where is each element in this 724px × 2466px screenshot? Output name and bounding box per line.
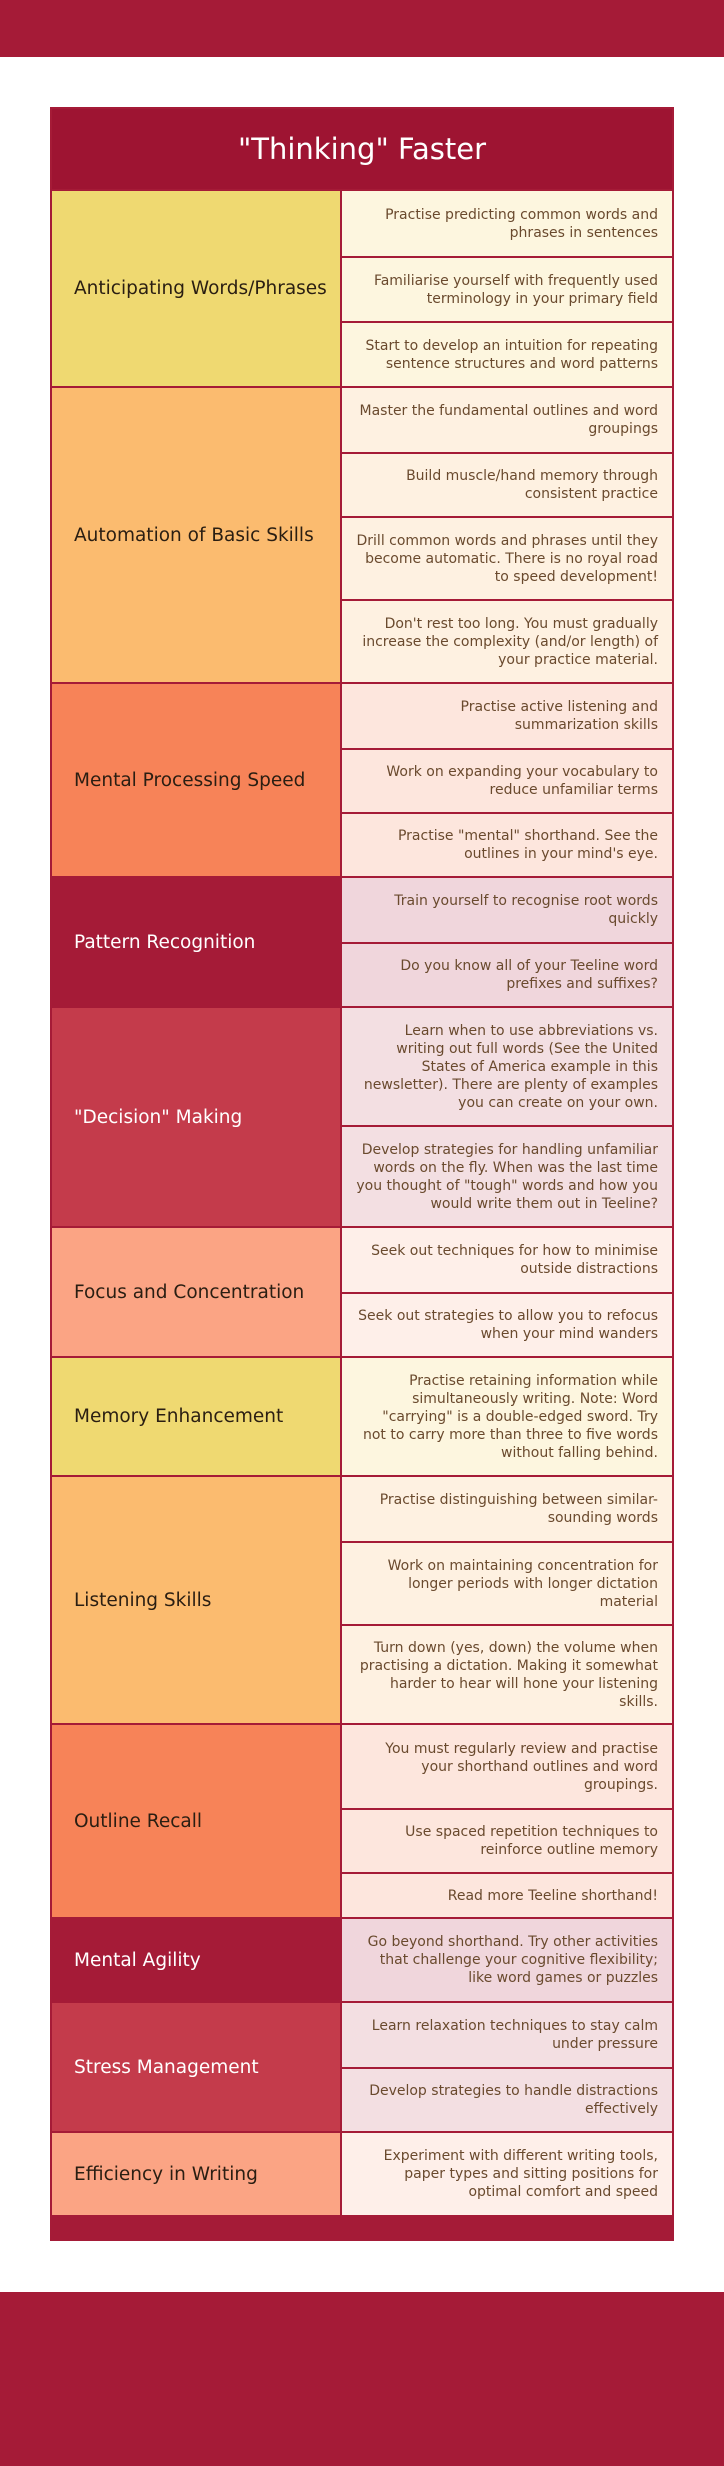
tip-item: Learn when to use abbreviations vs. writing out full words (See the United States of America example in this newsletter). There are plenty of examples you can create on your own. [363,1022,658,1111]
tip-item: Work on expanding your vocabulary to reduce unfamiliar terms [342,748,672,812]
section-outline-recall [52,1723,672,1917]
tip-item: Learn relaxation techniques to stay calm under pressure [371,2018,658,2052]
tip-item: Don't rest too long. You must gradually increase the complexity (and/or length) of your practice material. [342,599,672,682]
tip-item: Familiarise yourself with frequently used terminology in your primary field [342,256,672,321]
tip-item: You must regularly review and practise your shorthand outlines and word groupings. [385,1740,658,1793]
bottom-banner [0,2292,724,2466]
tip-item: Work on maintaining concentration for longer periods with longer dictation material [342,1541,672,1624]
tip-item: Go beyond shorthand. Try other activities that challenge your cognitive flexibility; like word games or puzzles [367,1934,658,1986]
tip-item: Practise "mental" shorthand. See the outlines in your mind's eye. [342,812,672,876]
category-label: Automation of Basic Skills [52,388,342,682]
page-title: "Thinking" Faster [52,109,672,189]
category-label: "Decision" Making [52,1008,342,1226]
tip-item: Drill common words and phrases until they become automatic. There is no royal road to speed development! [342,516,672,599]
tip-item: Read more Teeline shorthand! [342,1872,672,1917]
section-decision-making [52,1006,672,1226]
category-label: Listening Skills [52,1477,342,1723]
top-banner [0,0,724,57]
section-pattern-recognition [52,876,672,1006]
tip-item: Practise active listening and summarization skills [460,699,658,733]
category-label: Stress Management [52,2003,342,2131]
category-label: Efficiency in Writing [52,2133,342,2215]
section-focus-concentration [52,1226,672,1356]
tip-item: Experiment with different writing tools, paper types and sitting positions for optimal comfort and speed [383,2148,658,2200]
section-efficiency-writing [52,2131,672,2215]
tip-item: Do you know all of your Teeline word prefixes and suffixes? [342,942,672,1006]
tip-item: Turn down (yes, down) the volume when practising a dictation. Making it somewhat harder to hear will hone your listening skills. [342,1624,672,1723]
tip-item: Train yourself to recognise root words quickly [394,893,658,927]
tip-item: Use spaced repetition techniques to reinforce outline memory [342,1808,672,1872]
section-automation-basic-skills [52,386,672,682]
tip-item: Practise distinguishing between similar-sounding words [379,1492,658,1526]
category-label: Focus and Concentration [52,1228,342,1356]
section-listening-skills [52,1475,672,1723]
tip-item: Master the fundamental outlines and word groupings [359,403,658,437]
section-stress-management [52,2001,672,2131]
thinking-faster-table [50,107,674,2241]
category-label: Mental Processing Speed [52,684,342,876]
section-anticipating-words [52,189,672,386]
tip-item: Build muscle/hand memory through consistent practice [342,452,672,516]
category-label: Memory Enhancement [52,1358,342,1475]
tip-item: Practise retaining information while simultaneously writing. Note: Word "carrying" is a double-edged sword. Try not to carry more than three to five words without falling behind. [362,1372,658,1461]
category-label: Anticipating Words/Phrases [52,191,342,386]
tip-item: Practise predicting common words and phrases in sentences [385,206,658,241]
category-label: Outline Recall [52,1725,342,1917]
tip-item: Start to develop an intuition for repeating sentence structures and word patterns [342,321,672,386]
tip-item: Seek out strategies to allow you to refocus when your mind wanders [342,1292,672,1356]
category-label: Mental Agility [52,1919,342,2001]
tip-item: Develop strategies for handling unfamiliar words on the fly. When was the last time you thought of "tough" words and how you would write them out in Teeline? [342,1125,672,1226]
category-label: Pattern Recognition [52,878,342,1006]
tip-item: Develop strategies to handle distractions effectively [342,2067,672,2131]
section-mental-agility [52,1917,672,2001]
section-mental-processing-speed [52,682,672,876]
section-memory-enhancement [52,1356,672,1475]
tip-item: Seek out techniques for how to minimise outside distractions [371,1243,658,1277]
